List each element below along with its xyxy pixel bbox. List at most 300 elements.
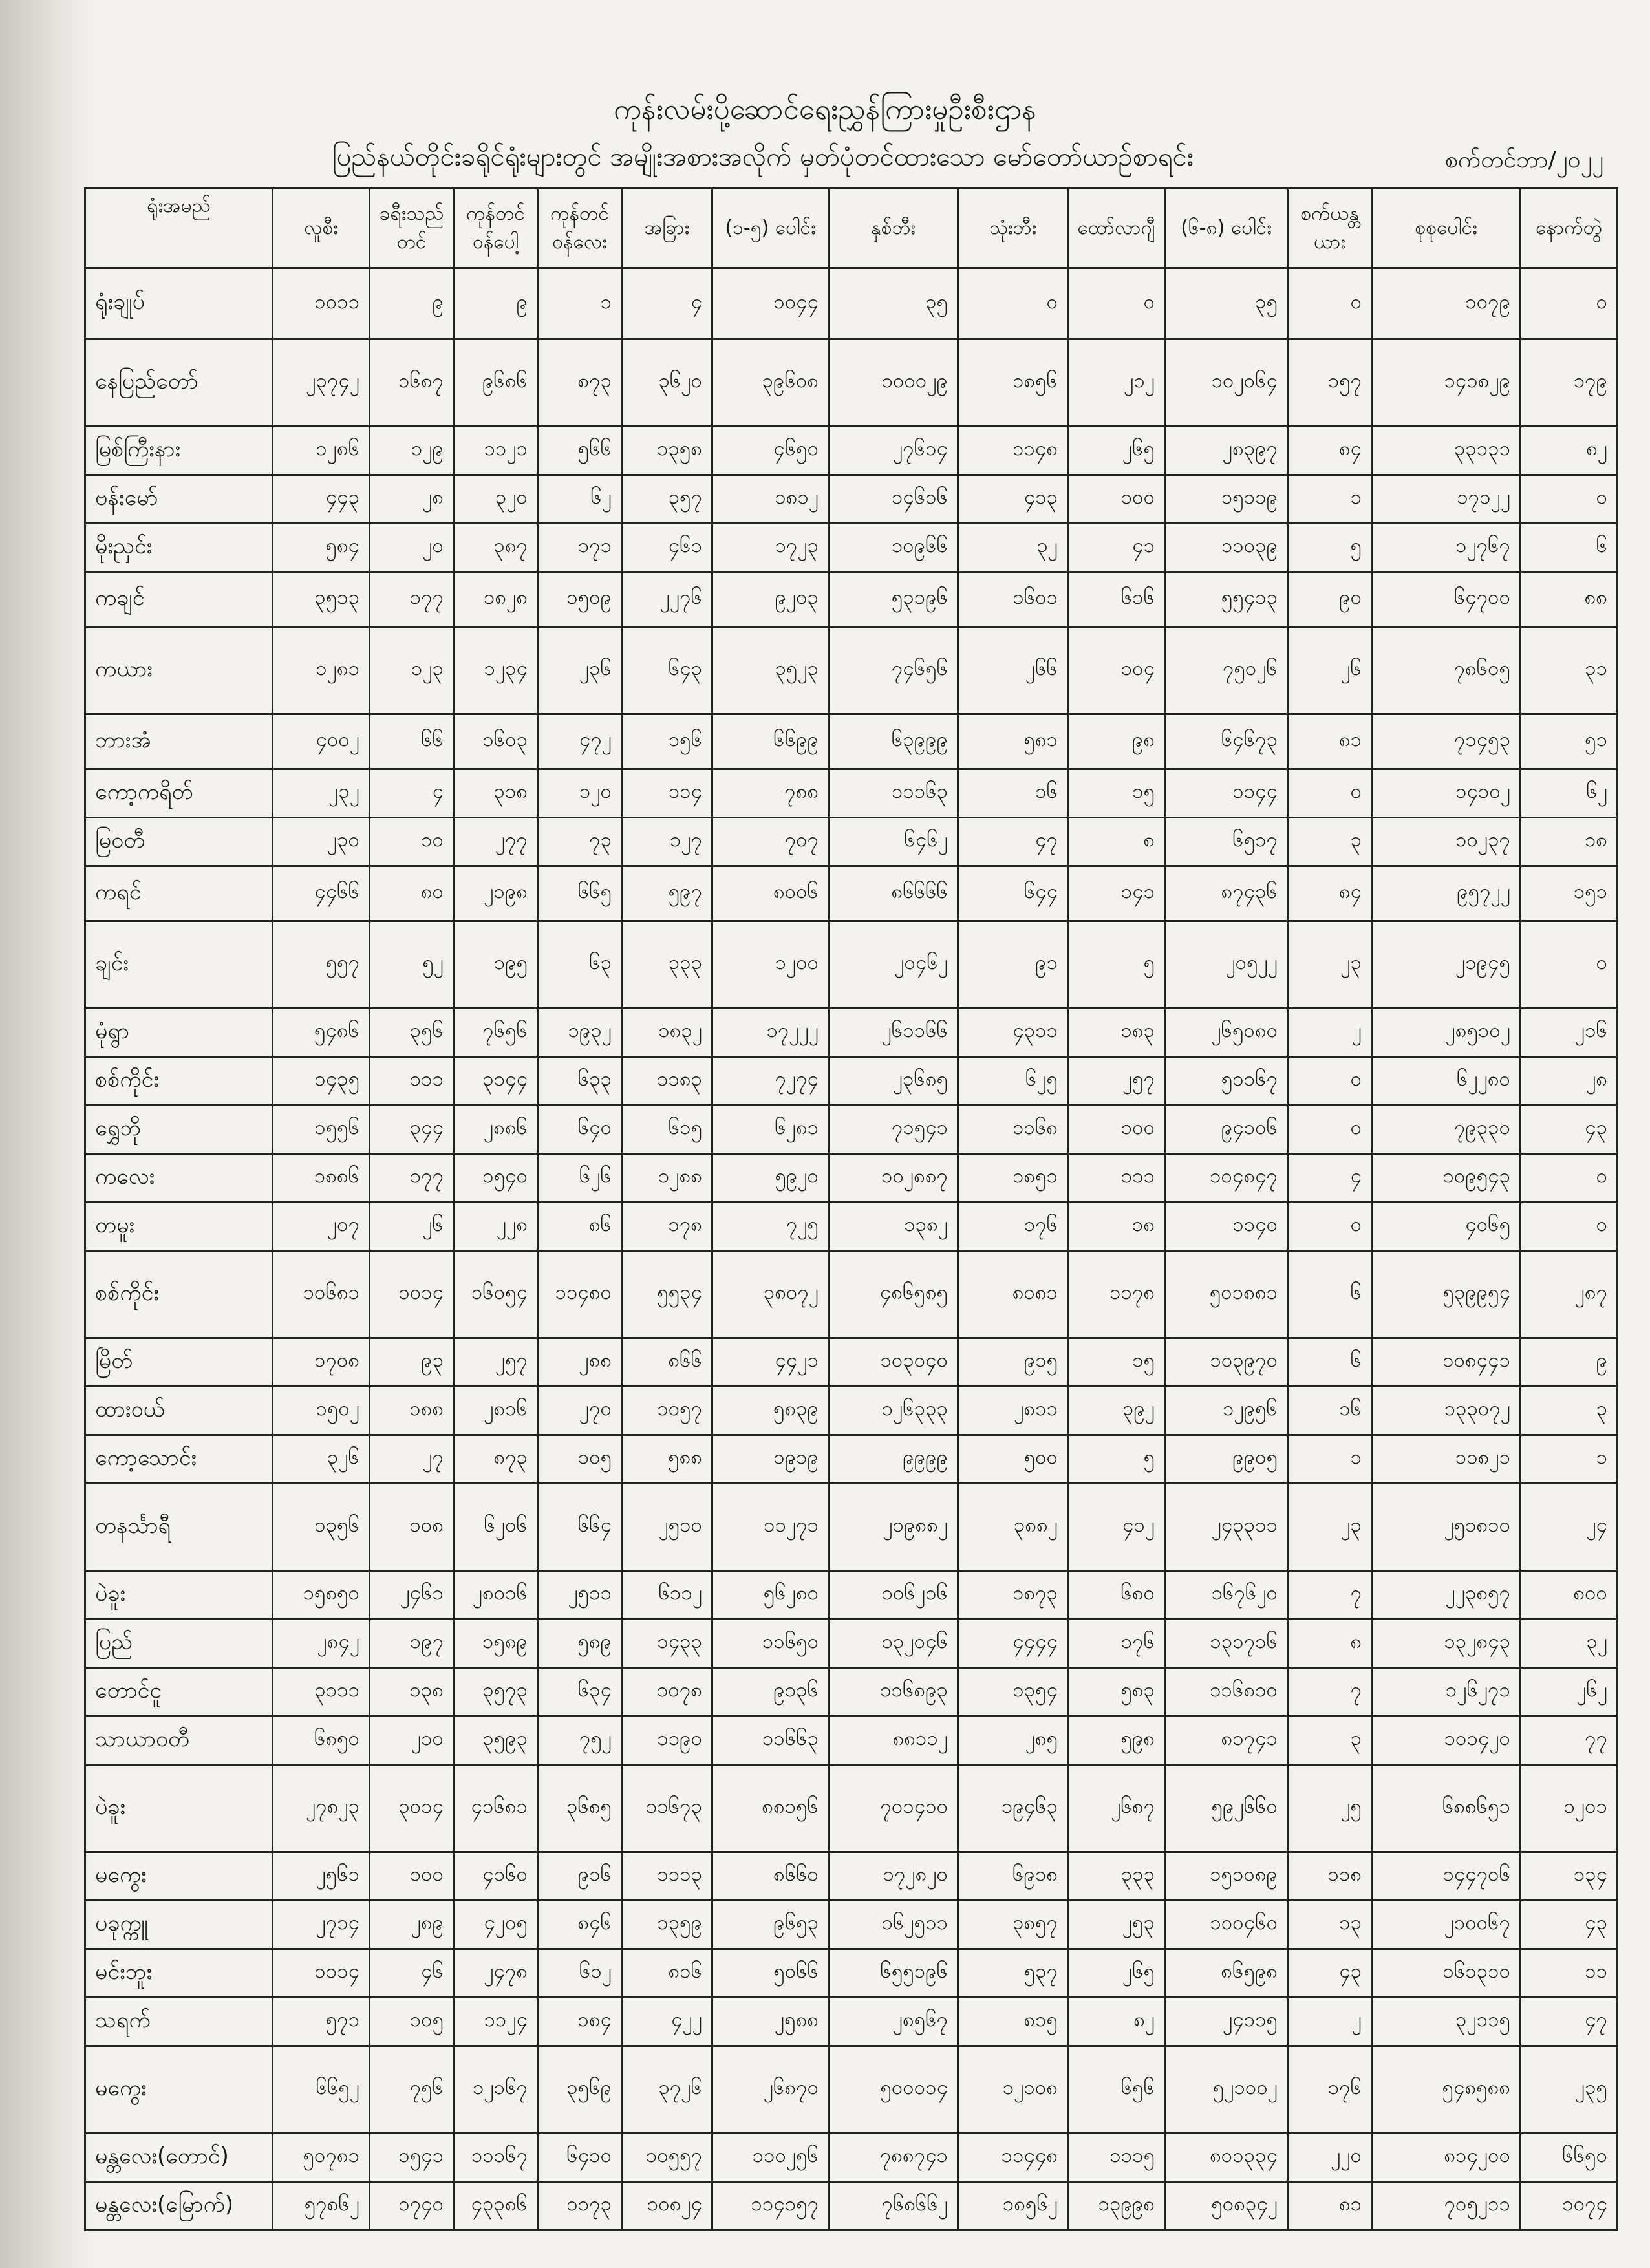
office-name-cell: မြစ်ကြီးနား xyxy=(85,427,273,475)
value-cell: ၁၁၁၆၇ xyxy=(454,2134,538,2182)
value-cell: ၈၀ xyxy=(370,866,454,921)
column-header: ရုံးအမည် xyxy=(85,189,273,268)
value-cell: ၈၇၃ xyxy=(538,339,622,427)
value-cell: ၀ xyxy=(1288,1203,1372,1251)
table-row xyxy=(85,339,1618,427)
value-cell: ၄၁၆၀ xyxy=(454,1852,538,1901)
value-cell: ၂၆၅၀၈၀ xyxy=(1165,1009,1288,1057)
value-cell: ၈ xyxy=(1288,1620,1372,1668)
value-cell: ၂၃၀ xyxy=(273,818,370,866)
value-cell: ၃၃၃ xyxy=(1068,1852,1165,1901)
value-cell: ၆၆၅၀ xyxy=(1521,2134,1618,2182)
value-cell: ၉၆၈၆ xyxy=(454,339,538,427)
office-name-cell: မြိတ် xyxy=(85,1338,273,1387)
value-cell: ၄ xyxy=(622,268,712,339)
value-cell: ၅၀၀ xyxy=(958,1435,1068,1484)
document-title: ကုန်းလမ်းပို့ဆောင်ရေးညွှန်ကြားမှုဦးစီးဌာန xyxy=(613,93,1037,126)
value-cell: ၁၁၁ xyxy=(1068,1154,1165,1203)
value-cell: ၁၈၅၆ xyxy=(958,339,1068,427)
value-cell: ၈၀၀ xyxy=(1521,1571,1618,1620)
value-cell: ၆၄၁၀ xyxy=(538,2134,622,2182)
value-cell: ၅၁၁၆၇ xyxy=(1165,1057,1288,1106)
value-cell: ၁၉၄၆၃ xyxy=(958,1765,1068,1852)
value-cell: ၆၉၁၈ xyxy=(958,1852,1068,1901)
value-cell: ၈၂ xyxy=(1068,1998,1165,2046)
value-cell: ၈၆ xyxy=(538,1203,622,1251)
document-date: စက်တင်ဘာ/၂၀၂၂ xyxy=(1444,147,1603,173)
value-cell: ၁၇၆ xyxy=(958,1203,1068,1251)
value-cell: ၁၁၆၇၃ xyxy=(622,1765,712,1852)
value-cell: ၂၂၈ xyxy=(454,1203,538,1251)
value-cell: ၈၇၃ xyxy=(454,1435,538,1484)
value-cell: ၂၄၃၃၁၁ xyxy=(1165,1484,1288,1571)
value-cell: ၁၄၁၈၂၉ xyxy=(1372,339,1521,427)
value-cell: ၁၄၁၀၂ xyxy=(1372,769,1521,818)
office-name-cell: စစ်ကိုင်း xyxy=(85,1057,273,1106)
value-cell: ၁၃၅၄ xyxy=(958,1668,1068,1717)
value-cell: ၁၅၆ xyxy=(622,714,712,769)
value-cell: ၄၄၂၁ xyxy=(712,1338,829,1387)
value-cell: ၂၄၁၁၅ xyxy=(1165,1998,1288,2046)
value-cell: ၈၆၅၉၈ xyxy=(1165,1949,1288,1998)
value-cell: ၉၁၆ xyxy=(538,1852,622,1901)
table-row xyxy=(85,1765,1618,1852)
office-name-cell: ကော့သောင်း xyxy=(85,1435,273,1484)
value-cell: ၁၈၁၂ xyxy=(712,475,829,524)
value-cell: ၂၅၃ xyxy=(1068,1901,1165,1949)
value-cell: ၁၇၉ xyxy=(1521,339,1618,427)
value-cell: ၁၅၁၁၉ xyxy=(1165,475,1288,524)
value-cell: ၆၈၈၆၅၁ xyxy=(1372,1765,1521,1852)
value-cell: ၆၂ xyxy=(1521,769,1618,818)
value-cell: ၁၈၈ xyxy=(370,1387,454,1435)
value-cell: ၀ xyxy=(1521,268,1618,339)
table-row xyxy=(85,769,1618,818)
value-cell: ၁၁၀၃၉ xyxy=(1165,524,1288,572)
value-cell: ၉၁၅ xyxy=(958,1338,1068,1387)
value-cell: ၆ xyxy=(1288,1338,1372,1387)
value-cell: ၇၂၇၄ xyxy=(712,1057,829,1106)
value-cell: ၇၅၀၂၆ xyxy=(1165,627,1288,714)
value-cell: ၂၈၃၉၇ xyxy=(1165,427,1288,475)
table-row xyxy=(85,818,1618,866)
value-cell: ၈၇၄၃၆ xyxy=(1165,866,1288,921)
value-cell: ၁ xyxy=(1521,1435,1618,1484)
value-cell: ၂၆၈၇၀ xyxy=(712,2046,829,2134)
value-cell: ၁ xyxy=(1288,475,1372,524)
value-cell: ၁၈ xyxy=(1521,818,1618,866)
value-cell: ၁၇၀၈ xyxy=(273,1338,370,1387)
value-cell: ၅၀၇၈၁ xyxy=(273,2134,370,2182)
value-cell: ၇၄၆၅၆ xyxy=(829,627,958,714)
value-cell: ၁၀၈၄၄၁ xyxy=(1372,1338,1521,1387)
office-name-cell: နေပြည်တော် xyxy=(85,339,273,427)
value-cell: ၁၀၁၄၂၀ xyxy=(1372,1717,1521,1765)
value-cell: ၁၆၀၅၄ xyxy=(454,1251,538,1338)
value-cell: ၂၅၆၁ xyxy=(273,1852,370,1901)
column-header: သုံးဘီး xyxy=(958,189,1068,268)
value-cell: ၂၅၇ xyxy=(454,1338,538,1387)
value-cell: ၂၃ xyxy=(1288,1484,1372,1571)
value-cell: ၁၀၉၆၆ xyxy=(829,524,958,572)
value-cell: ၂၆၆ xyxy=(958,627,1068,714)
value-cell: ၁၁၄၄၈ xyxy=(958,2134,1068,2182)
value-cell: ၂၈၀၁၆ xyxy=(454,1571,538,1620)
value-cell: ၆၁၅ xyxy=(622,1106,712,1154)
value-cell: ၅၂ xyxy=(370,921,454,1009)
value-cell: ၄၁၃ xyxy=(958,475,1068,524)
value-cell: ၁၆၀၃ xyxy=(454,714,538,769)
column-header: ထော်လာဂျီ xyxy=(1068,189,1165,268)
value-cell: ၉၃ xyxy=(370,1338,454,1387)
value-cell: ၁၁၁ xyxy=(370,1057,454,1106)
value-cell: ၅၅၄၁၃ xyxy=(1165,572,1288,627)
value-cell: ၄ xyxy=(1288,1154,1372,1203)
value-cell: ၁၇၂၂၂ xyxy=(712,1009,829,1057)
value-cell: ၁၂၁၆၇ xyxy=(454,2046,538,2134)
office-name-cell: ကလေး xyxy=(85,1154,273,1203)
value-cell: ၁၇၇ xyxy=(370,572,454,627)
value-cell: ၅၀၈၃၄၂ xyxy=(1165,2182,1288,2231)
value-cell: ၂၄၇၈ xyxy=(454,1949,538,1998)
value-cell: ၁၁၈၃ xyxy=(622,1057,712,1106)
value-cell: ၅၈၈ xyxy=(622,1435,712,1484)
value-cell: ၈၁၅ xyxy=(958,1998,1068,2046)
office-name-cell: မုံရွာ xyxy=(85,1009,273,1057)
office-name-cell: မကွေး xyxy=(85,2046,273,2134)
value-cell: ၆၃၃ xyxy=(538,1057,622,1106)
column-header: စုစုပေါင်း xyxy=(1372,189,1521,268)
value-cell: ၁၂၈၆ xyxy=(273,427,370,475)
value-cell: ၁၃၄ xyxy=(1521,1852,1618,1901)
value-cell: ၈၄ xyxy=(1288,427,1372,475)
value-cell: ၃၂၁၁၅ xyxy=(1372,1998,1521,2046)
value-cell: ၁၉၇ xyxy=(370,1620,454,1668)
office-name-cell: မန္တလေး(တောင်) xyxy=(85,2134,273,2182)
value-cell: ၇၁၅၄၁ xyxy=(829,1106,958,1154)
value-cell: ၂ xyxy=(1288,1009,1372,1057)
value-cell: ၂၇၇ xyxy=(454,818,538,866)
value-cell: ၅၅၃၄ xyxy=(622,1251,712,1338)
value-cell: ၈၂ xyxy=(1521,427,1618,475)
value-cell: ၈၄ xyxy=(1288,866,1372,921)
value-cell: ၈၄၆ xyxy=(538,1901,622,1949)
value-cell: ၇၅၆ xyxy=(370,2046,454,2134)
value-cell: ၆၁၆ xyxy=(1068,572,1165,627)
value-cell: ၂၅၁၁ xyxy=(538,1571,622,1620)
office-name-cell: ပဲခူး xyxy=(85,1765,273,1852)
value-cell: ၇၀၇ xyxy=(712,818,829,866)
value-cell: ၁၀၁၄ xyxy=(370,1251,454,1338)
table-row xyxy=(85,1949,1618,1998)
column-header: စက်ယန္တယား xyxy=(1288,189,1372,268)
value-cell: ၁၁၆၈၉၃ xyxy=(829,1668,958,1717)
value-cell: ၉၉၉၉ xyxy=(829,1435,958,1484)
value-cell: ၁၀၃၀၄၀ xyxy=(829,1338,958,1387)
value-cell: ၁၂၀၀ xyxy=(712,921,829,1009)
value-cell: ၁၀၅ xyxy=(538,1435,622,1484)
value-cell: ၉၈ xyxy=(1068,714,1165,769)
value-cell: ၂၈ xyxy=(370,475,454,524)
value-cell: ၁၅၁၀၈၉ xyxy=(1165,1852,1288,1901)
value-cell: ၁၀၇၉ xyxy=(1372,268,1521,339)
column-header: ခရီးသည်တင် xyxy=(370,189,454,268)
value-cell: ၁၃၅၈ xyxy=(622,427,712,475)
value-cell: ၁၀၄၈၄၇ xyxy=(1165,1154,1288,1203)
table-row xyxy=(85,921,1618,1009)
value-cell: ၄၆ xyxy=(370,1949,454,1998)
table-row xyxy=(85,1717,1618,1765)
value-cell: ၃၉၆၀၈ xyxy=(712,339,829,427)
value-cell: ၂၆၁၁၆၆ xyxy=(829,1009,958,1057)
value-cell: ၅၆၆ xyxy=(538,427,622,475)
value-cell: ၅၄၈၆ xyxy=(273,1009,370,1057)
value-cell: ၁၆၇၆၂၀ xyxy=(1165,1571,1288,1620)
value-cell: ၅၃၉၉၅၄ xyxy=(1372,1251,1521,1338)
table-row xyxy=(85,2046,1618,2134)
value-cell: ၅၈၉ xyxy=(538,1620,622,1668)
value-cell: ၁၈၃၂ xyxy=(622,1009,712,1057)
value-cell: ၂၈၅ xyxy=(958,1717,1068,1765)
value-cell: ၁၈၂၈ xyxy=(454,572,538,627)
value-cell: ၁၆၂၅၁၁ xyxy=(829,1901,958,1949)
value-cell: ၆၁၁၂ xyxy=(622,1571,712,1620)
office-name-cell: မြဝတီ xyxy=(85,818,273,866)
value-cell: ၄၃ xyxy=(1521,1901,1618,1949)
value-cell: ၅၀၆၆ xyxy=(712,1949,829,1998)
value-cell: ၃၇၂၆ xyxy=(622,2046,712,2134)
value-cell: ၁၀၀၄၆၀ xyxy=(1165,1901,1288,1949)
value-cell: ၁၅၈၉ xyxy=(454,1620,538,1668)
value-cell: ၂၁၉၄၅ xyxy=(1372,921,1521,1009)
value-cell: ၂၁၉၈ xyxy=(454,866,538,921)
value-cell: ၆၈၀ xyxy=(1068,1571,1165,1620)
value-cell: ၄၄၃ xyxy=(273,475,370,524)
value-cell: ၅၉၂၀ xyxy=(712,1154,829,1203)
value-cell: ၁၃၂၈၄၃ xyxy=(1372,1620,1521,1668)
value-cell: ၅၃၁၉၆ xyxy=(829,572,958,627)
value-cell: ၁၂၇ xyxy=(622,818,712,866)
value-cell: ၁၂၉၅၆ xyxy=(1165,1387,1288,1435)
value-cell: ၂၆၂ xyxy=(1521,1668,1618,1717)
value-cell: ၂၂၀ xyxy=(1288,2134,1372,2182)
value-cell: ၁၁၆၈၁၀ xyxy=(1165,1668,1288,1717)
value-cell: ၆၂၅ xyxy=(958,1057,1068,1106)
value-cell: ၀ xyxy=(958,268,1068,339)
table-row xyxy=(85,1435,1618,1484)
office-name-cell: စစ်ကိုင်း xyxy=(85,1251,273,1338)
table-row xyxy=(85,1057,1618,1106)
value-cell: ၈၁ xyxy=(1288,714,1372,769)
office-name-cell: ကော့ကရိတ် xyxy=(85,769,273,818)
table-header-row xyxy=(85,189,1618,268)
value-cell: ၂၅၇ xyxy=(1068,1057,1165,1106)
value-cell: ၁၅ xyxy=(1068,769,1165,818)
value-cell: ၃၆၈၅ xyxy=(538,1765,622,1852)
table-row xyxy=(85,1338,1618,1387)
value-cell: ၁၀၂၈၈၇ xyxy=(829,1154,958,1203)
value-cell: ၃၈၇ xyxy=(454,524,538,572)
value-cell: ၂၅ xyxy=(1288,1765,1372,1852)
value-cell: ၂၈၇ xyxy=(1521,1251,1618,1338)
table-row xyxy=(85,427,1618,475)
value-cell: ၃၅၆၉ xyxy=(538,2046,622,2134)
value-cell: ၁၀၁၁ xyxy=(273,268,370,339)
value-cell: ၂၈၅၆၇ xyxy=(829,1998,958,2046)
value-cell: ၁၁၄ xyxy=(622,769,712,818)
value-cell: ၂၆၅ xyxy=(1068,427,1165,475)
value-cell: ၁၄၆၁၆ xyxy=(829,475,958,524)
value-cell: ၁၀၄ xyxy=(1068,627,1165,714)
value-cell: ၁၇၈ xyxy=(622,1203,712,1251)
value-cell: ၁၂၃၄ xyxy=(454,627,538,714)
value-cell: ၁၇၆ xyxy=(1068,1620,1165,1668)
value-cell: ၄၀၆၅ xyxy=(1372,1203,1521,1251)
value-cell: ၅၀၁၈၈၁ xyxy=(1165,1251,1288,1338)
table-row xyxy=(85,1620,1618,1668)
value-cell: ၁၁၆၅၀ xyxy=(712,1620,829,1668)
table-row xyxy=(85,1484,1618,1571)
value-cell: ၄၆၅၀ xyxy=(712,427,829,475)
value-cell: ၆၈၅၀ xyxy=(273,1717,370,1765)
value-cell: ၁၁၇၃ xyxy=(538,2182,622,2231)
value-cell: ၉၀ xyxy=(1288,572,1372,627)
value-cell: ၁၁၉၀ xyxy=(622,1717,712,1765)
value-cell: ၁၀၇၈ xyxy=(622,1668,712,1717)
table-row xyxy=(85,1571,1618,1620)
office-name-cell: ပြည် xyxy=(85,1620,273,1668)
value-cell: ၁၁၆၆၃ xyxy=(712,1717,829,1765)
value-cell: ၄၁၆၈၁ xyxy=(454,1765,538,1852)
value-cell: ၉၅၇၂၂ xyxy=(1372,866,1521,921)
value-cell: ၉၂၀၃ xyxy=(712,572,829,627)
value-cell: ၃၈၈၂ xyxy=(958,1484,1068,1571)
value-cell: ၄၆၁ xyxy=(622,524,712,572)
value-cell: ၁၀၀ xyxy=(370,1852,454,1901)
value-cell: ၁၄၄၇၀၆ xyxy=(1372,1852,1521,1901)
value-cell: ၁၇၂၃ xyxy=(712,524,829,572)
value-cell: ၃၅ xyxy=(1165,268,1288,339)
value-cell: ၁၅၈၅၀ xyxy=(273,1571,370,1620)
value-cell: ၂၈၅၁၀၂ xyxy=(1372,1009,1521,1057)
value-cell: ၀ xyxy=(1288,769,1372,818)
office-name-cell: မကွေး xyxy=(85,1852,273,1901)
value-cell: ၄၂၀၅ xyxy=(454,1901,538,1949)
value-cell: ၀ xyxy=(1521,1203,1618,1251)
value-cell: ၆၁၂ xyxy=(538,1949,622,1998)
table-row xyxy=(85,1852,1618,1901)
value-cell: ၃၅၆ xyxy=(370,1009,454,1057)
office-name-cell: တနင်္သာရီ xyxy=(85,1484,273,1571)
value-cell: ၂၃၆ xyxy=(538,627,622,714)
value-cell: ၁၃၃၀၇၂ xyxy=(1372,1387,1521,1435)
value-cell: ၂၈ xyxy=(1521,1057,1618,1106)
value-cell: ၆၆၅ xyxy=(538,866,622,921)
value-cell: ၉၆၅၃ xyxy=(712,1901,829,1949)
value-cell: ၈၀၀၆ xyxy=(712,866,829,921)
value-cell: ၂၃၆၈၅ xyxy=(829,1057,958,1106)
table-row xyxy=(85,1154,1618,1203)
value-cell: ၆၆၅၂ xyxy=(273,2046,370,2134)
value-cell: ၂၅၁၈၁၀ xyxy=(1372,1484,1521,1571)
value-cell: ၂၅၁၀ xyxy=(622,1484,712,1571)
value-cell: ၈၀၁၃၃၄ xyxy=(1165,2134,1288,2182)
value-cell: ၁၉၃၂ xyxy=(538,1009,622,1057)
value-cell: ၇ xyxy=(1288,1571,1372,1620)
value-cell: ၁၆၀၁ xyxy=(958,572,1068,627)
value-cell: ၇၃ xyxy=(538,818,622,866)
value-cell: ၈၈ xyxy=(1521,572,1618,627)
value-cell: ၃၄၄ xyxy=(370,1106,454,1154)
value-cell: ၁၉၁၉ xyxy=(712,1435,829,1484)
value-cell: ၃၆၂၀ xyxy=(622,339,712,427)
value-cell: ၁၁၂၄ xyxy=(454,1998,538,2046)
value-cell: ၆၅၁၇ xyxy=(1165,818,1288,866)
value-cell: ၁၂၇၆၇ xyxy=(1372,524,1521,572)
value-cell: ၆၂ xyxy=(538,475,622,524)
value-cell: ၄၇ xyxy=(958,818,1068,866)
table-row xyxy=(85,475,1618,524)
value-cell: ၁၆၈၇ xyxy=(370,339,454,427)
value-cell: ၁၀၈၂၄ xyxy=(622,2182,712,2231)
value-cell: ၁၁ xyxy=(1521,1949,1618,1998)
value-cell: ၈၁၇၄၁ xyxy=(1165,1717,1288,1765)
office-name-cell: သာယာဝတီ xyxy=(85,1717,273,1765)
office-name-cell: ထားဝယ် xyxy=(85,1387,273,1435)
value-cell: ၅၆၂၈၀ xyxy=(712,1571,829,1620)
value-cell: ၃၈၀၇၂ xyxy=(712,1251,829,1338)
value-cell: ၃၂ xyxy=(1521,1620,1618,1668)
value-cell: ၃ xyxy=(1521,1387,1618,1435)
value-cell: ၇၉၃၃၀ xyxy=(1372,1106,1521,1154)
value-cell: ၀ xyxy=(1288,268,1372,339)
value-cell: ၃၅၇ xyxy=(622,475,712,524)
value-cell: ၁၂၆၂၇၁ xyxy=(1372,1668,1521,1717)
value-cell: ၁၅၇ xyxy=(1288,339,1372,427)
value-cell: ၇၂၅ xyxy=(712,1203,829,1251)
value-cell: ၁၅၅၆ xyxy=(273,1106,370,1154)
value-cell: ၂၇၀ xyxy=(538,1387,622,1435)
value-cell: ၁၁၂၇၁ xyxy=(712,1484,829,1571)
value-cell: ၆၄၀ xyxy=(538,1106,622,1154)
value-cell: ၅ xyxy=(1068,921,1165,1009)
value-cell: ၁၅၀၂ xyxy=(273,1387,370,1435)
value-cell: ၁၁၄၄ xyxy=(1165,769,1288,818)
office-name-cell: ချင်း xyxy=(85,921,273,1009)
office-name-cell: ပဲခူး xyxy=(85,1571,273,1620)
value-cell: ၃၀၁၄ xyxy=(370,1765,454,1852)
value-cell: ၂၀၄၆၂ xyxy=(829,921,958,1009)
value-cell: ၇၆၅၆ xyxy=(454,1009,538,1057)
value-cell: ၀ xyxy=(1521,475,1618,524)
value-cell: ၁၂၁၀၈ xyxy=(958,2046,1068,2134)
office-name-cell: ရွှေဘို xyxy=(85,1106,273,1154)
value-cell: ၂၆ xyxy=(1288,627,1372,714)
value-cell: ၄၇၂ xyxy=(538,714,622,769)
value-cell: ၈၁၄၂၀၀ xyxy=(1372,2134,1521,2182)
value-cell: ၃၂၆ xyxy=(273,1435,370,1484)
value-cell: ၂၇၆၁၄ xyxy=(829,427,958,475)
office-name-cell: ပခုက္ကူ xyxy=(85,1901,273,1949)
value-cell: ၁၃ xyxy=(1288,1901,1372,1949)
table-row xyxy=(85,1203,1618,1251)
table-row xyxy=(85,524,1618,572)
value-cell: ၁၇၇ xyxy=(370,1154,454,1203)
value-cell: ၁၄၁ xyxy=(1068,866,1165,921)
value-cell: ၀ xyxy=(1521,921,1618,1009)
value-cell: ၁၆ xyxy=(1288,1387,1372,1435)
value-cell: ၇၈၈ xyxy=(712,769,829,818)
